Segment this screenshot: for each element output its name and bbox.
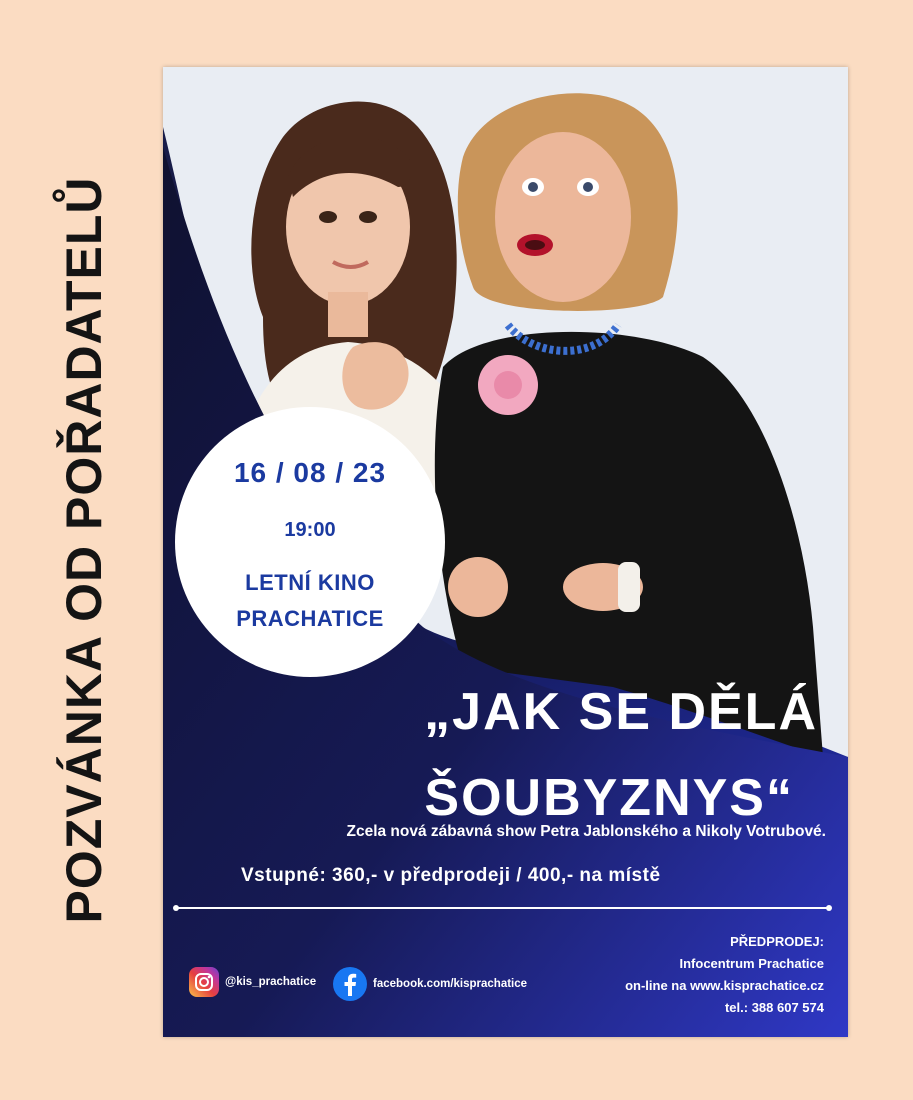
side-label: POZVÁNKA OD POŘADATELŮ <box>56 176 112 924</box>
venue-line-2: PRACHATICE <box>236 606 384 631</box>
ticket-price: Vstupné: 360,- v předprodeji / 400,- na místě <box>241 865 661 886</box>
instagram-icon <box>189 967 219 997</box>
facebook-icon <box>333 967 367 1001</box>
event-poster <box>163 67 848 1037</box>
event-info-circle <box>175 407 445 677</box>
show-title <box>424 669 818 841</box>
facebook-url: facebook.com/kisprachatice <box>373 978 528 990</box>
title-line-2: ŠOUBYZNYS“ <box>424 769 794 827</box>
title-line-1: „JAK SE DĚLÁ <box>424 683 818 741</box>
presale-phone: tel.: 388 607 574 <box>724 1000 824 1015</box>
event-venue <box>175 565 445 637</box>
event-time: 19:00 <box>284 519 336 541</box>
presale-heading: PŘEDPRODEJ: <box>730 934 824 949</box>
instagram-link[interactable] <box>189 967 316 997</box>
divider <box>175 907 830 909</box>
show-description: Zcela nová zábavná show Petra Jablonského a Nikoly Votrubové. <box>346 823 826 840</box>
facebook-link[interactable] <box>333 967 527 1001</box>
instagram-handle: @kis_prachatice <box>225 976 317 988</box>
presale-online: on-line na www.kisprachatice.cz <box>625 978 824 993</box>
presale-location: Infocentrum Prachatice <box>679 956 824 971</box>
venue-line-1: LETNÍ KINO <box>245 570 375 595</box>
event-date: 16 / 08 / 23 <box>233 457 387 488</box>
presale-info <box>625 931 824 1019</box>
